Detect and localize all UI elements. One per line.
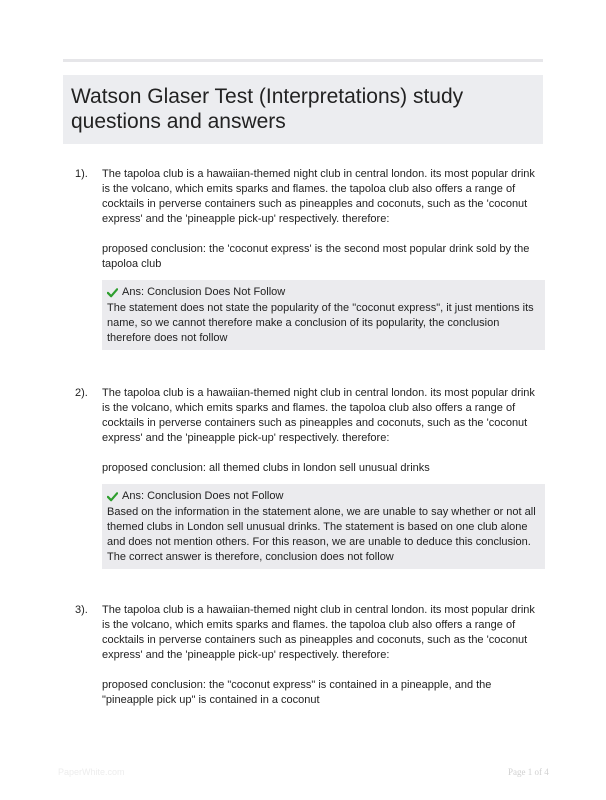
proposed-conclusion: proposed conclusion: all themed clubs in london sell unusual drinks: [102, 462, 430, 474]
question-3: [75, 603, 545, 708]
answer-explanation: The statement does not state the popularity of the "coconut express", it just mentions its name, so we cannot therefore make a conclusion of its popularity, the conclusion therefore does not follow: [107, 302, 534, 344]
proposed-conclusion: proposed conclusion: the "coconut express" is contained in a pineapple, and the "pineapple pick up" is contained in a coconut: [102, 679, 492, 706]
question-number: 3).: [75, 604, 88, 616]
check-icon: [107, 287, 118, 298]
question-number: 2).: [75, 387, 88, 399]
answer-panel: [102, 280, 545, 350]
answer-panel: [102, 484, 545, 569]
question-statement: The tapoloa club is a hawaiian-themed night club in central london. its most popular drink is the volcano, which emits sparks and flames. the tapoloa club also offers a range of cocktails in perverse containers such as pineapples and coconuts, such as the 'coconut express' and the 'pineapple pick-up' respectively. therefore:: [102, 387, 535, 444]
page-indicator: Page 1 of 4: [508, 767, 549, 777]
question-statement: The tapoloa club is a hawaiian-themed night club in central london. its most popular drink is the volcano, which emits sparks and flames. the tapoloa club also offers a range of cocktails in perverse containers such as pineapples and coconuts, such as the 'coconut express' and the 'pineapple pick-up' respectively. therefore:: [102, 604, 535, 661]
proposed-conclusion: proposed conclusion: the 'coconut express' is the second most popular drink sold by the tapoloa club: [102, 243, 530, 270]
title-banner: [63, 75, 543, 144]
check-icon: [107, 491, 118, 502]
top-divider: [63, 59, 543, 62]
answer-label: Ans: Conclusion Does not Follow: [122, 489, 284, 502]
page-title: Watson Glaser Test (Interpretations) study questions and answers: [71, 85, 464, 133]
question-1: [75, 167, 545, 350]
answer-label: Ans: Conclusion Does Not Follow: [122, 285, 286, 298]
question-2: [75, 386, 545, 569]
answer-explanation: Based on the information in the statement alone, we are unable to say whether or not all themed clubs in London sell unusual drinks. The statement is based on one club alone and does not mention others. For this reason, we are unable to deduce this conclusion. The correct answer is therefore, conclusion does not follow: [107, 506, 536, 563]
footer-watermark: PaperWhite.com: [58, 767, 125, 777]
question-statement: The tapoloa club is a hawaiian-themed night club in central london. its most popular drink is the volcano, which emits sparks and flames. the tapoloa club also offers a range of cocktails in perverse containers such as pineapples and coconuts, such as the 'coconut express' and the 'pineapple pick-up' respectively. therefore:: [102, 168, 535, 225]
question-number: 1).: [75, 168, 88, 180]
